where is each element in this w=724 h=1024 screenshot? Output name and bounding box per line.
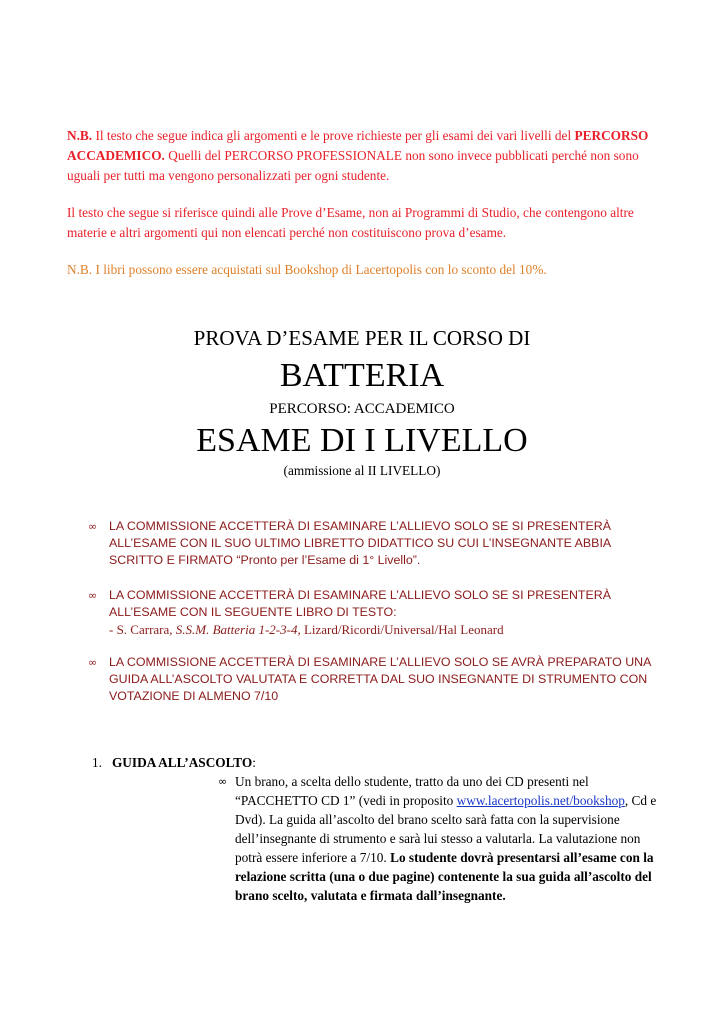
requirement-guida bbox=[88, 654, 668, 705]
book-reference bbox=[109, 621, 668, 638]
admission-note: (ammissione al II LIVELLO) bbox=[283, 463, 441, 478]
note-text-b: Quelli del PERCORSO PROFESSIONALE non sono invece pubblicati perché non sono uguali per tutti ma vengono personalizzati per ogni studente. bbox=[67, 148, 639, 183]
note-percorso-accademico: PERCORSO ACCADEMICO. bbox=[67, 128, 649, 163]
section-number: 1. bbox=[92, 755, 102, 770]
book-publishers: Lizard/Ricordi/Universal/Hal Leonard bbox=[300, 622, 504, 637]
section-colon: : bbox=[252, 755, 256, 770]
note-nb-label: N.B. bbox=[67, 128, 93, 143]
infinity-bullet-icon: ∞ bbox=[88, 520, 98, 533]
exam-title-line: PROVA D’ESAME PER IL CORSO DI bbox=[193, 326, 531, 350]
bookshop-link[interactable]: www.lacertopolis.net/bookshop bbox=[456, 793, 625, 808]
percorso-label: PERCORSO: ACCADEMICO bbox=[269, 401, 455, 417]
book-author: - S. Carrara, bbox=[109, 622, 176, 637]
note-text-a: Il testo che segue indica gli argomenti e le prove richieste per gli esami dei vari livelli del bbox=[92, 128, 575, 143]
item-bold-text: Lo studente dovrà presentarsi all’esame con la relazione scritta (una o due pagine) contenente la sua guida all’ascolto del brano scelto, valutata e firmata dall’insegnante. bbox=[235, 850, 654, 903]
book-title: S.S.M. Batteria 1-2-3-4, bbox=[175, 622, 301, 637]
requirement-libretto bbox=[88, 518, 668, 569]
note-academic bbox=[67, 126, 667, 186]
course-name: BATTERIA bbox=[279, 357, 445, 394]
infinity-bullet-icon: ∞ bbox=[218, 775, 228, 788]
section-item bbox=[218, 772, 658, 905]
requirement-libro-text: LA COMMISSIONE ACCETTERÀ DI ESAMINARE L’ALLIEVO SOLO SE SI PRESENTERÀ ALL’ESAME CON IL SEGUENTE LIBRO DI TESTO: bbox=[109, 588, 611, 619]
requirement-guida-text: LA COMMISSIONE ACCETTERÀ DI ESAMINARE L’ALLIEVO SOLO SE AVRÀ PREPARATO UNA GUIDA ALL’ASCOLTO VALUTATA E CORRETTA DAL SUO INSEGNANTE DI STRUMENTO CON VOTAZIONE DI ALMENO 7/10 bbox=[109, 655, 651, 703]
item-text-b: , Cd e Dvd). La guida all’ascolto del brano scelto sarà fatta con la supervisione dell’insegnante di strumento e sarà lui stesso a valutarla. La valutazione non potrà essere inferiore a 7/10. bbox=[235, 793, 657, 865]
exam-level: ESAME DI I LIVELLO bbox=[196, 422, 528, 459]
note-bookshop: N.B. I libri possono essere acquistati sul Bookshop di Lacertopolis con lo sconto del 10%. bbox=[67, 262, 547, 277]
infinity-bullet-icon: ∞ bbox=[88, 656, 98, 669]
section-heading bbox=[92, 753, 256, 773]
item-text-a: Un brano, a scelta dello studente, tratto da uno dei CD presenti nel “PACCHETTO CD 1” (vedi in proposito bbox=[235, 774, 589, 808]
requirement-libretto-text: LA COMMISSIONE ACCETTERÀ DI ESAMINARE L’ALLIEVO SOLO SE SI PRESENTERÀ ALL’ESAME CON IL SUO ULTIMO LIBRETTO DIDATTICO SU CUI L’INSEGNANTE ABBIA SCRITTO E FIRMATO “Pronto per l’Esame di 1° Livello”. bbox=[109, 519, 611, 567]
requirement-libro bbox=[88, 587, 668, 638]
section-title: GUIDA ALL’ASCOLTO bbox=[111, 755, 253, 770]
note-prove-esame: Il testo che segue si riferisce quindi alle Prove d’Esame, non ai Programmi di Studio, che contengono altre materie e altri argomenti qui non elencati perché non costituiscono prova d’esame. bbox=[67, 205, 634, 240]
infinity-bullet-icon: ∞ bbox=[88, 589, 98, 602]
